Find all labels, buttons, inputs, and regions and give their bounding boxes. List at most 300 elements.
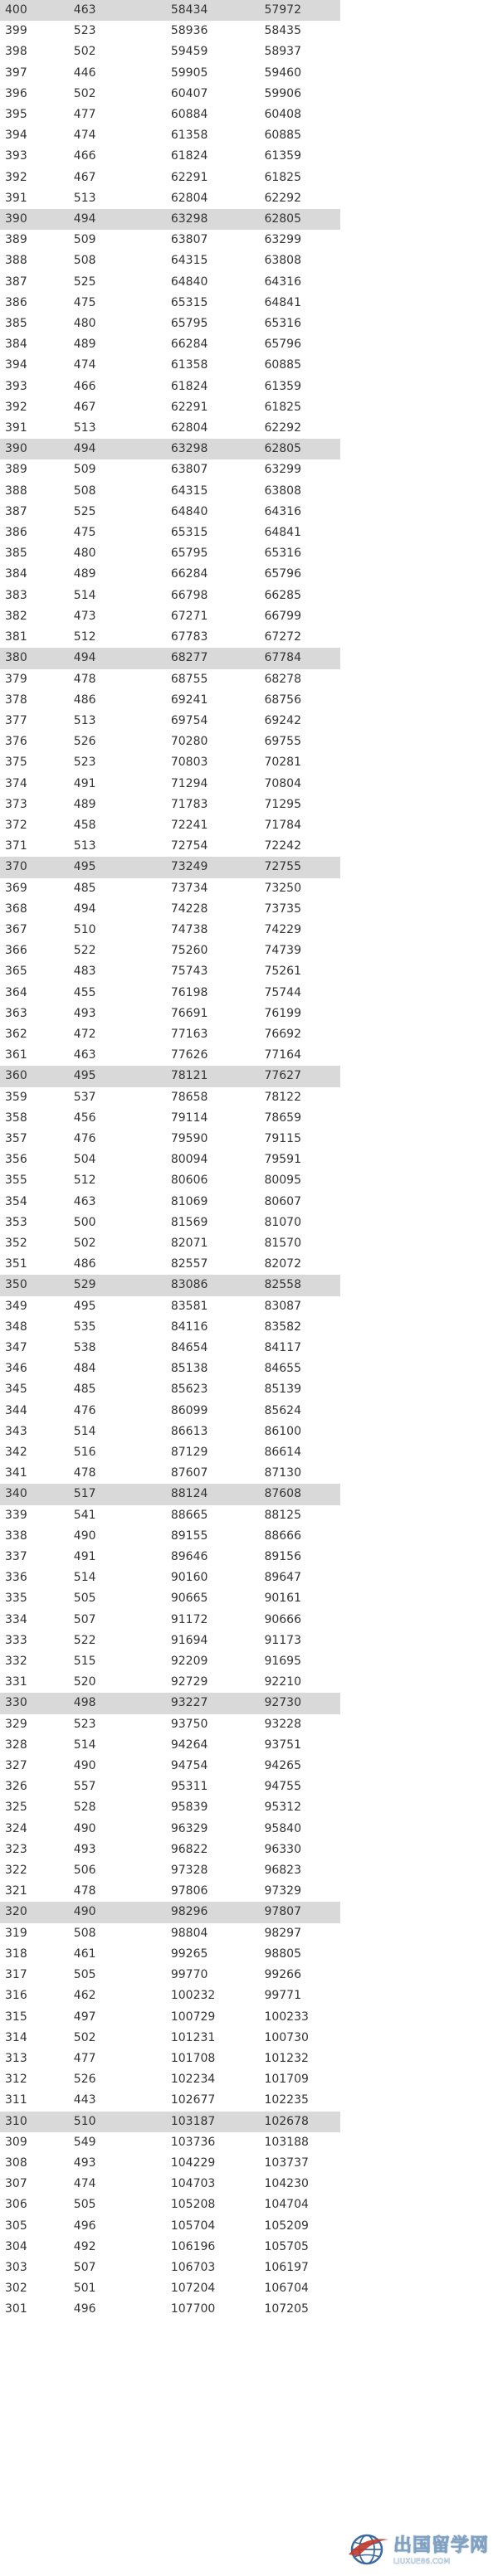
table-cell: 317 — [5, 1968, 27, 1982]
table-cell: 510 — [74, 2112, 163, 2132]
table-cell: 86614 — [264, 1446, 301, 1460]
table-row — [0, 606, 340, 627]
table-cell: 343 — [5, 1424, 27, 1438]
table-cell: 478 — [73, 1884, 96, 1898]
table-row — [0, 1819, 340, 1840]
table-cell: 485 — [73, 881, 96, 895]
table-cell: 390 — [0, 209, 74, 230]
table-row — [0, 627, 340, 648]
table-row — [0, 1170, 340, 1191]
table-cell: 384 — [5, 338, 27, 352]
table-cell: 383 — [5, 588, 27, 602]
table-cell: 82557 — [170, 1257, 208, 1271]
table-row — [0, 272, 340, 293]
table-cell: 325 — [5, 1801, 27, 1815]
table-cell: 58434 — [163, 0, 243, 21]
table-cell: 60885 — [264, 358, 301, 372]
table-cell: 505 — [73, 2198, 96, 2212]
table-cell: 107205 — [264, 2302, 309, 2316]
table-cell: 64315 — [170, 484, 208, 498]
table-cell: 505 — [73, 1968, 96, 1982]
table-cell: 334 — [5, 1612, 27, 1626]
table-cell: 313 — [5, 2051, 27, 2065]
table-cell: 73250 — [264, 881, 301, 895]
table-cell: 64316 — [264, 504, 301, 518]
table-row — [0, 1693, 340, 1713]
table-cell: 104229 — [170, 2156, 216, 2170]
table-cell: 103187 — [163, 2112, 243, 2132]
table-row — [0, 1024, 340, 1045]
table-cell: 64840 — [170, 275, 208, 289]
table-cell: 508 — [73, 1926, 96, 1940]
table-cell: 59459 — [170, 45, 208, 59]
table-cell: 498 — [74, 1693, 163, 1713]
table-cell: 508 — [73, 484, 96, 498]
table-cell: 338 — [5, 1529, 27, 1543]
table-row — [0, 168, 340, 188]
table-cell: 483 — [73, 965, 96, 979]
watermark-url: LIUXUE86.COM — [393, 2558, 451, 2566]
table-cell: 103737 — [264, 2156, 309, 2170]
table-cell: 456 — [73, 1111, 96, 1125]
table-cell: 62805 — [242, 439, 340, 459]
table-cell: 490 — [73, 1529, 96, 1543]
table-row — [0, 648, 340, 668]
table-row — [0, 815, 340, 836]
table-cell: 101232 — [264, 2051, 309, 2065]
table-cell: 392 — [5, 170, 27, 184]
table-row — [0, 334, 340, 355]
table-cell: 76692 — [264, 1027, 301, 1041]
table-cell: 96823 — [264, 1864, 301, 1878]
table-cell: 502 — [73, 1236, 96, 1250]
table-cell: 320 — [0, 1902, 74, 1922]
table-cell: 63298 — [163, 209, 243, 230]
table-cell: 381 — [5, 630, 27, 644]
table-row — [0, 2132, 340, 2153]
table-cell: 357 — [5, 1131, 27, 1145]
table-cell: 87129 — [170, 1446, 208, 1460]
table-cell: 67271 — [170, 609, 208, 623]
table-cell: 99771 — [264, 1989, 301, 2003]
table-cell: 102678 — [242, 2112, 340, 2132]
table-cell: 100232 — [170, 1989, 216, 2003]
table-cell: 509 — [73, 463, 96, 477]
table-cell: 463 — [73, 1194, 96, 1208]
table-cell: 373 — [5, 797, 27, 811]
table-cell: 490 — [73, 1821, 96, 1835]
table-cell: 105209 — [264, 2219, 309, 2233]
table-cell: 364 — [5, 985, 27, 999]
table-cell: 369 — [5, 881, 27, 895]
table-cell: 328 — [5, 1738, 27, 1752]
table-cell: 99265 — [170, 1947, 208, 1961]
table-cell: 60407 — [170, 86, 208, 100]
table-cell: 85138 — [170, 1362, 208, 1376]
table-cell: 70281 — [264, 756, 301, 770]
table-cell: 102235 — [264, 2093, 309, 2107]
table-cell: 309 — [5, 2135, 27, 2149]
table-cell: 89155 — [170, 1529, 208, 1543]
table-row — [0, 2112, 340, 2132]
table-row — [0, 1735, 340, 1756]
table-cell: 90666 — [264, 1612, 301, 1626]
table-cell: 485 — [73, 1383, 96, 1397]
table-cell: 81070 — [264, 1215, 301, 1229]
table-cell: 97807 — [242, 1902, 340, 1922]
table-cell: 463 — [73, 1048, 96, 1062]
table-cell: 496 — [73, 2219, 96, 2233]
table-cell: 88125 — [264, 1508, 301, 1522]
table-cell: 100729 — [170, 2010, 216, 2024]
table-cell: 396 — [5, 86, 27, 100]
table-cell: 339 — [5, 1508, 27, 1522]
table-cell: 97329 — [264, 1884, 301, 1898]
table-row — [0, 1944, 340, 1965]
table-cell: 324 — [5, 1821, 27, 1835]
table-cell: 397 — [5, 66, 27, 80]
table-cell: 493 — [73, 1006, 96, 1020]
table-row — [0, 1567, 340, 1588]
table-cell: 475 — [73, 295, 96, 309]
table-cell: 63807 — [170, 463, 208, 477]
table-cell: 505 — [73, 1592, 96, 1606]
table-row — [0, 397, 340, 418]
table-cell: 63299 — [264, 463, 301, 477]
table-row — [0, 377, 340, 397]
table-cell: 95311 — [170, 1780, 208, 1794]
table-cell: 508 — [73, 254, 96, 268]
table-cell: 393 — [5, 149, 27, 163]
table-cell: 78659 — [264, 1111, 301, 1125]
table-cell: 461 — [73, 1947, 96, 1961]
table-cell: 501 — [73, 2282, 96, 2296]
table-cell: 443 — [73, 2093, 96, 2107]
table-row — [0, 940, 340, 961]
table-cell: 399 — [5, 24, 27, 38]
table-row — [0, 543, 340, 564]
table-cell: 94265 — [264, 1759, 301, 1773]
table-row — [0, 188, 340, 209]
table-cell: 333 — [5, 1633, 27, 1647]
table-cell: 97806 — [170, 1884, 208, 1898]
table-cell: 489 — [73, 338, 96, 352]
table-cell: 340 — [0, 1484, 74, 1504]
table-cell: 329 — [5, 1717, 27, 1731]
table-cell: 490 — [74, 1902, 163, 1922]
table-cell: 91695 — [264, 1655, 301, 1669]
table-cell: 515 — [73, 1655, 96, 1669]
table-cell: 537 — [73, 1090, 96, 1104]
table-cell: 326 — [5, 1780, 27, 1794]
table-cell: 557 — [73, 1780, 96, 1794]
table-cell: 391 — [5, 191, 27, 205]
table-cell: 57972 — [242, 0, 340, 21]
table-cell: 83087 — [264, 1299, 301, 1313]
table-cell: 475 — [73, 526, 96, 540]
table-cell: 363 — [5, 1006, 27, 1020]
table-cell: 104230 — [264, 2177, 309, 2191]
table-cell: 74739 — [264, 944, 301, 958]
table-row — [0, 2007, 340, 2028]
table-cell: 86099 — [170, 1403, 208, 1417]
table-cell: 84117 — [264, 1341, 301, 1354]
table-row — [0, 104, 340, 125]
table-cell: 73734 — [170, 881, 208, 895]
table-cell: 493 — [73, 2156, 96, 2170]
table-cell: 353 — [5, 1215, 27, 1229]
table-cell: 91172 — [170, 1612, 208, 1626]
table-cell: 66285 — [264, 588, 301, 602]
table-cell: 477 — [73, 108, 96, 122]
table-cell: 476 — [73, 1131, 96, 1145]
table-cell: 400 — [0, 0, 74, 21]
table-cell: 491 — [73, 1550, 96, 1564]
table-cell: 393 — [5, 379, 27, 393]
table-cell: 75744 — [264, 985, 301, 999]
table-cell: 87130 — [264, 1466, 301, 1480]
table-cell: 525 — [73, 504, 96, 518]
table-cell: 387 — [5, 504, 27, 518]
table-cell: 86613 — [170, 1424, 208, 1438]
table-cell: 70280 — [170, 735, 208, 749]
table-row — [0, 481, 340, 502]
table-cell: 362 — [5, 1027, 27, 1041]
table-cell: 62804 — [170, 421, 208, 435]
table-cell: 82072 — [264, 1257, 301, 1271]
table-cell: 96330 — [264, 1842, 301, 1856]
table-row — [0, 2153, 340, 2174]
table-cell: 514 — [73, 1571, 96, 1585]
table-cell: 354 — [5, 1194, 27, 1208]
table-cell: 91694 — [170, 1633, 208, 1647]
table-cell: 106704 — [264, 2282, 309, 2296]
table-cell: 76198 — [170, 985, 208, 999]
table-cell: 92209 — [170, 1655, 208, 1669]
table-cell: 94264 — [170, 1738, 208, 1752]
table-cell: 68277 — [163, 648, 243, 668]
table-cell: 74228 — [170, 902, 208, 916]
table-cell: 377 — [5, 713, 27, 727]
table-row — [0, 1985, 340, 2006]
table-row — [0, 1588, 340, 1609]
table-cell: 64841 — [264, 526, 301, 540]
table-cell: 513 — [73, 839, 96, 853]
table-cell: 63298 — [163, 439, 243, 459]
table-row — [0, 1547, 340, 1567]
table-row — [0, 1087, 340, 1108]
table-cell: 538 — [73, 1341, 96, 1354]
table-cell: 500 — [73, 1215, 96, 1229]
table-cell: 69242 — [264, 713, 301, 727]
table-row — [0, 1463, 340, 1484]
table-row — [0, 711, 340, 731]
table-cell: 61825 — [264, 400, 301, 414]
table-cell: 77627 — [242, 1066, 340, 1086]
table-cell: 455 — [73, 985, 96, 999]
table-cell: 77164 — [264, 1048, 301, 1062]
table-cell: 311 — [5, 2093, 27, 2107]
table-row — [0, 439, 340, 459]
table-row — [0, 1651, 340, 1672]
table-cell: 64841 — [264, 295, 301, 309]
table-row — [0, 857, 340, 877]
table-cell: 72242 — [264, 839, 301, 853]
table-cell: 509 — [73, 233, 96, 247]
table-cell: 385 — [5, 547, 27, 561]
table-cell: 80606 — [170, 1174, 208, 1188]
table-cell: 321 — [5, 1884, 27, 1898]
table-cell: 486 — [73, 1257, 96, 1271]
table-cell: 107700 — [170, 2302, 216, 2316]
table-cell: 66284 — [170, 338, 208, 352]
table-cell: 88666 — [264, 1529, 301, 1543]
table-cell: 83581 — [170, 1299, 208, 1313]
table-cell: 512 — [73, 630, 96, 644]
table-cell: 388 — [5, 254, 27, 268]
table-cell: 510 — [73, 922, 96, 936]
table-cell: 480 — [73, 317, 96, 331]
table-cell: 92210 — [264, 1675, 301, 1689]
table-cell: 78122 — [264, 1090, 301, 1104]
table-row — [0, 1317, 340, 1338]
table-row — [0, 1965, 340, 1985]
table-cell: 94754 — [170, 1759, 208, 1773]
table-cell: 74738 — [170, 922, 208, 936]
table-cell: 361 — [5, 1048, 27, 1062]
table-cell: 72754 — [170, 839, 208, 853]
table-cell: 327 — [5, 1759, 27, 1773]
table-cell: 61359 — [264, 149, 301, 163]
table-cell: 88124 — [163, 1484, 243, 1504]
table-row — [0, 2028, 340, 2049]
table-cell: 59460 — [264, 66, 301, 80]
table-row — [0, 1714, 340, 1735]
table-cell: 68755 — [170, 672, 208, 686]
table-row — [0, 1275, 340, 1295]
table-row — [0, 731, 340, 752]
table-cell: 96822 — [170, 1842, 208, 1856]
table-row — [0, 878, 340, 899]
table-cell: 62292 — [264, 191, 301, 205]
table-row — [0, 1233, 340, 1254]
table-cell: 342 — [5, 1446, 27, 1460]
table-row — [0, 2069, 340, 2090]
table-cell: 332 — [5, 1655, 27, 1669]
table-cell: 314 — [5, 2030, 27, 2044]
table-cell: 65315 — [170, 295, 208, 309]
table-row — [0, 795, 340, 815]
table-cell: 104704 — [264, 2198, 309, 2212]
table-cell: 473 — [73, 609, 96, 623]
table-cell: 61359 — [264, 379, 301, 393]
table-cell: 102234 — [170, 2073, 216, 2087]
table-row — [0, 418, 340, 439]
table-cell: 98804 — [170, 1926, 208, 1940]
table-cell: 85139 — [264, 1383, 301, 1397]
table-cell: 344 — [5, 1403, 27, 1417]
table-cell: 96329 — [170, 1821, 208, 1835]
table-cell: 71783 — [170, 797, 208, 811]
table-row — [0, 1860, 340, 1881]
table-cell: 71784 — [264, 818, 301, 832]
table-cell: 106196 — [170, 2239, 216, 2253]
table-row — [0, 1505, 340, 1526]
table-cell: 368 — [5, 902, 27, 916]
table-cell: 88665 — [170, 1508, 208, 1522]
table-cell: 64316 — [264, 275, 301, 289]
table-cell: 65796 — [264, 567, 301, 581]
table-cell: 68756 — [264, 693, 301, 707]
table-cell: 76199 — [264, 1006, 301, 1020]
table-row — [0, 1066, 340, 1086]
table-row — [0, 983, 340, 1004]
table-row — [0, 63, 340, 84]
table-cell: 318 — [5, 1947, 27, 1961]
table-row — [0, 1631, 340, 1651]
table-cell: 526 — [73, 735, 96, 749]
table-cell: 446 — [73, 66, 96, 80]
table-cell: 467 — [73, 400, 96, 414]
table-cell: 380 — [0, 648, 74, 668]
table-row — [0, 1379, 340, 1400]
table-cell: 81569 — [170, 1215, 208, 1229]
table-cell: 75743 — [170, 965, 208, 979]
table-cell: 82071 — [170, 1236, 208, 1250]
table-cell: 370 — [0, 857, 74, 877]
table-row — [0, 1422, 340, 1442]
table-cell: 526 — [73, 2073, 96, 2087]
table-cell: 65316 — [264, 547, 301, 561]
table-cell: 466 — [73, 149, 96, 163]
table-cell: 514 — [73, 1738, 96, 1752]
table-cell: 80607 — [264, 1194, 301, 1208]
table-cell: 478 — [73, 1466, 96, 1480]
table-cell: 69241 — [170, 693, 208, 707]
table-cell: 352 — [5, 1236, 27, 1250]
table-cell: 104703 — [170, 2177, 216, 2191]
table-cell: 345 — [5, 1383, 27, 1397]
table-cell: 98805 — [264, 1947, 301, 1961]
table-row — [0, 84, 340, 104]
table-cell: 101231 — [170, 2030, 216, 2044]
table-cell: 467 — [73, 170, 96, 184]
table-cell: 307 — [5, 2177, 27, 2191]
table-cell: 61824 — [170, 379, 208, 393]
table-row — [0, 2258, 340, 2278]
table-cell: 535 — [73, 1320, 96, 1334]
table-cell: 348 — [5, 1320, 27, 1334]
table-row — [0, 2237, 340, 2258]
table-cell: 75260 — [170, 944, 208, 958]
table-cell: 490 — [73, 1759, 96, 1773]
table-cell: 67784 — [242, 648, 340, 668]
table-cell: 474 — [73, 2177, 96, 2191]
table-cell: 72755 — [242, 857, 340, 877]
table-row — [0, 502, 340, 522]
table-cell: 306 — [5, 2198, 27, 2212]
table-cell: 84654 — [170, 1341, 208, 1354]
table-cell: 64840 — [170, 504, 208, 518]
table-cell: 387 — [5, 275, 27, 289]
table-row — [0, 209, 340, 230]
table-row — [0, 313, 340, 334]
table-cell: 474 — [73, 129, 96, 143]
table-cell: 90160 — [170, 1571, 208, 1585]
table-cell: 382 — [5, 609, 27, 623]
table-cell: 392 — [5, 400, 27, 414]
table-cell: 61358 — [170, 358, 208, 372]
